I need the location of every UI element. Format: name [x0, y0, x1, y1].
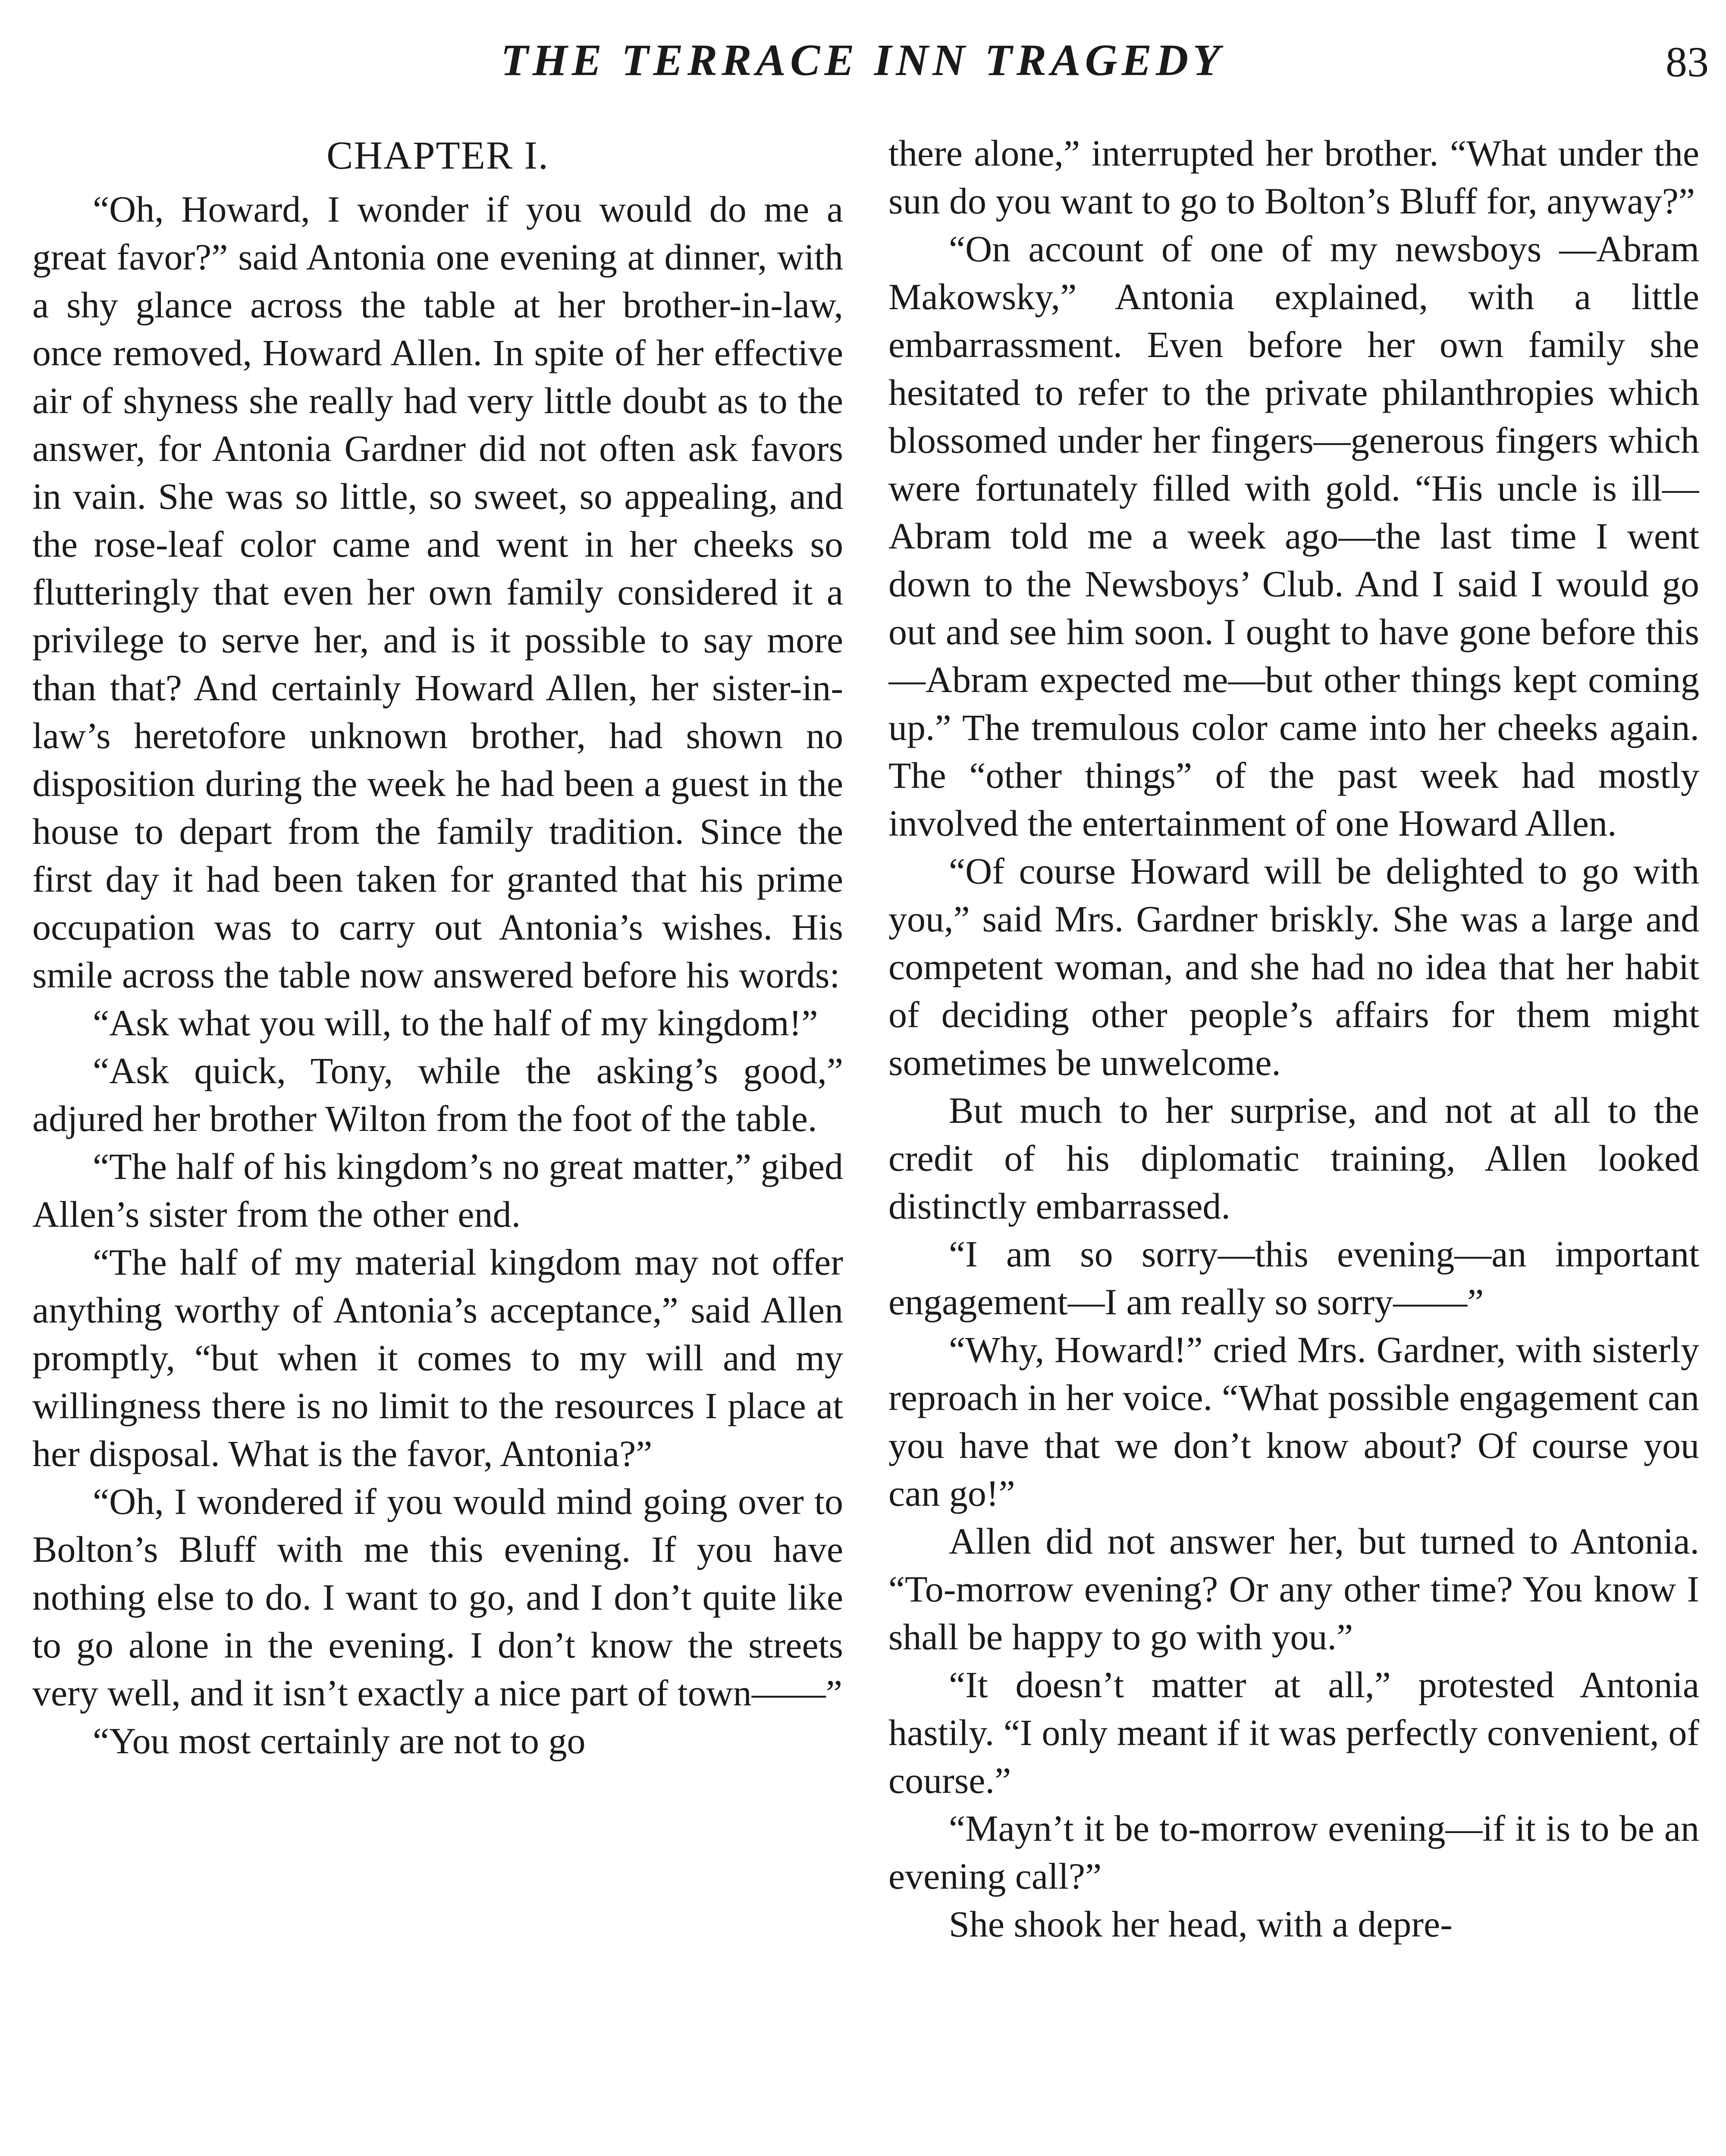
running-title: THE TERRACE INN TRAGEDY [501, 35, 1224, 85]
paragraph: “Why, Howard!” cried Mrs. Gardner, with sisterly reproach in her voice. “What possible engagement can you have that we don’t know about? Of course you can go!” [888, 1329, 1699, 1514]
paragraph: But much to her surprise, and not at all to the credit of his diplomatic training, Allen looked distinctly embarrassed. [888, 1090, 1699, 1227]
paragraph: “The half of my material kingdom may not offer anything worthy of Antonia’s acceptance,” said Allen promptly, “but when it comes to my will and my willingness there is no limit to the resources I place at her disposal. What is the favor, Antonia?” [32, 1241, 843, 1474]
paragraph: “You most certainly are not to go [93, 1720, 586, 1761]
paragraph: She shook her head, with a depre- [949, 1903, 1453, 1945]
paragraph: “On account of one of my newsboys —Abram Makowsky,” Antonia explained, with a little embarrassment. Even before her own family she hesitated to refer to the private philanthropies which blossomed under her fingers—generous fingers which were fortunately filled with gold. “His uncle is ill—Abram told me a week ago—the last time I went down to the Newsboys’ Club. And I said I would go out and see him soon. I ought to have gone before this—Abram expected me—but other things kept coming up.” The tremulous color came into her cheeks again. The “other things” of the past week had mostly involved the entertainment of one Howard Allen. [888, 228, 1699, 844]
paragraph: “I am so sorry—this evening—an important engagement—I am really so sorry——” [888, 1233, 1699, 1322]
paragraph: “Oh, Howard, I wonder if you would do me a great favor?” said Antonia one evening at dinner, with a shy glance across the table at her brother-in-law, once removed, Howard Allen. In spite of her effective air of shyness she really had very little doubt as to the answer, for Antonia Gardner did not often ask favors in vain. She was so little, so sweet, so appealing, and the rose-leaf color came and went in her cheeks so flutteringly that even her own family considered it a privilege to serve her, and is it possible to say more than that? And certainly Howard Allen, her sister-in-law’s heretofore unknown brother, had shown no disposition during the week he had been a guest in the house to depart from the family tradition. Since the first day it had been taken for granted that his prime occupation was to carry out Antonia’s wishes. His smile across the table now answered before his words: [32, 188, 843, 996]
paragraph: “Oh, I wondered if you would mind going over to Bolton’s Bluff with me this evening. If you have nothing else to do. I want to go, and I don’t quite like to go alone in the evening. I don’t know the streets very well, and it isn’t exactly a nice part of town——” [32, 1481, 843, 1714]
paragraph: “The half of his kingdom’s no great matter,” gibed Allen’s sister from the other end. [32, 1146, 843, 1235]
right-column [888, 129, 1699, 2156]
left-column [32, 129, 843, 2156]
paragraph: “It doesn’t matter at all,” protested Antonia hastily. “I only meant if it was perfectly convenient, of course.” [888, 1664, 1699, 1801]
page-number: 83 [1666, 38, 1709, 86]
chapter-heading: CHAPTER I. [326, 133, 549, 177]
page-header [0, 30, 1726, 95]
paragraph: “Ask what you will, to the half of my kingdom!” [93, 1002, 818, 1044]
paragraph: “Ask quick, Tony, while the asking’s good,” adjured her brother Wilton from the foot of the table. [32, 1050, 843, 1139]
paragraph: Allen did not answer her, but turned to Antonia. “To-morrow evening? Or any other time? You know I shall be happy to go with you.” [888, 1520, 1699, 1658]
paragraph: there alone,” interrupted her brother. “What under the sun do you want to go to Bolton’s Bluff for, anyway?” [888, 132, 1699, 222]
paragraph: “Of course Howard will be delighted to go with you,” said Mrs. Gardner briskly. She was a large and competent woman, and she had no idea that her habit of deciding other people’s affairs for them might sometimes be unwelcome. [888, 850, 1699, 1083]
paragraph: “Mayn’t it be to-morrow evening—if it is to be an evening call?” [888, 1808, 1699, 1897]
